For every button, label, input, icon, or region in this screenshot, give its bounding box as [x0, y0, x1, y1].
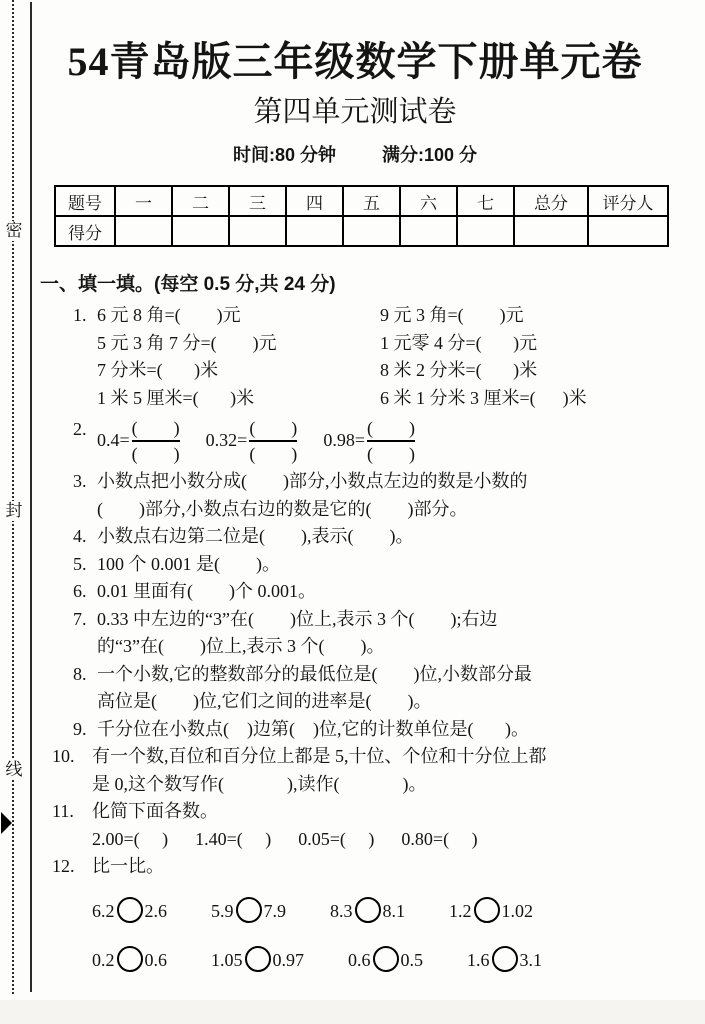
- compare-left-value: 1.6: [467, 949, 490, 970]
- question-line: 高位是( )位,它们之间的进率是( )。: [97, 691, 432, 711]
- paper-title: 54青岛版三年级数学下册单元卷: [67, 39, 643, 84]
- score-blank-cell: [172, 216, 229, 246]
- score-row-label: 得分: [55, 216, 115, 246]
- question-line: [97, 302, 670, 330]
- compare-item: [211, 892, 286, 930]
- fraction-item: [97, 416, 180, 466]
- question-5: [40, 551, 670, 579]
- compare-circle: [117, 897, 143, 923]
- seal-solid-line: [30, 2, 32, 992]
- simplify-item: 0.80=( ): [401, 828, 478, 849]
- compare-left-value: 5.9: [211, 900, 234, 921]
- compare-circle: [474, 897, 500, 923]
- compare-right-value: 0.6: [144, 949, 167, 970]
- compare-left-value: 1.05: [211, 949, 243, 970]
- simplify-item: 2.00=( ): [92, 828, 169, 849]
- question-number: 1.: [73, 305, 87, 325]
- fill-blank-item: 8 米 2 分米=( )米: [380, 360, 538, 380]
- compare-item: [467, 941, 542, 979]
- score-table: [54, 185, 669, 247]
- question-number: 10.: [52, 746, 75, 766]
- question-line: [97, 385, 670, 413]
- question-2: [40, 416, 670, 466]
- score-header-cell: 题号: [55, 186, 115, 216]
- compare-item: [92, 941, 167, 979]
- compare-right-value: 7.9: [263, 900, 286, 921]
- score-header-cell: 总分: [514, 186, 588, 216]
- compare-row: [92, 892, 670, 930]
- score-header-cell: 五: [343, 186, 400, 216]
- score-blank-cell: [514, 216, 588, 246]
- score-header-cell: 四: [286, 186, 343, 216]
- question-6: [40, 578, 670, 606]
- fill-blank-item: 7 分米=( )米: [97, 360, 219, 380]
- fraction-denominator: ( ): [367, 440, 415, 466]
- score-header-cell: 六: [400, 186, 457, 216]
- fill-blank-item: 1 元零 4 分=( )元: [380, 332, 538, 353]
- compare-item: [92, 892, 167, 930]
- question-line: 100 个 0.001 是( )。: [97, 553, 280, 574]
- compare-item: [449, 892, 533, 930]
- question-4: [40, 523, 670, 551]
- compare-circle: [373, 946, 399, 972]
- score-blank-cell: [115, 216, 172, 246]
- question-9: [40, 716, 670, 744]
- score-header-cell: 评分人: [588, 186, 668, 216]
- question-line: 0.01 里面有( )个 0.001。: [97, 581, 316, 601]
- question-7: [40, 606, 670, 661]
- score-header-cell: 二: [172, 186, 229, 216]
- compare-left-value: 8.3: [330, 900, 353, 921]
- compare-right-value: 0.5: [400, 949, 423, 970]
- fill-blank-item: 1 米 5 厘米=( )米: [97, 387, 255, 408]
- question-number: 8.: [73, 663, 87, 684]
- question-number: 9.: [73, 718, 87, 739]
- fraction-item: [206, 416, 298, 466]
- simplify-item: 1.40=( ): [195, 828, 272, 849]
- score-blank-cell: [286, 216, 343, 246]
- unit-subtitle: 第四单元测试卷: [253, 96, 457, 128]
- question-8: [40, 661, 670, 716]
- seal-dotted-line: [12, 0, 14, 994]
- compare-item: [330, 892, 405, 930]
- question-11: [40, 798, 670, 853]
- compare-item: [211, 941, 304, 979]
- compare-left-value: 6.2: [92, 900, 115, 921]
- fraction-denominator: ( ): [249, 440, 297, 466]
- exam-info-line: [40, 142, 670, 168]
- simplify-item: 0.05=( ): [298, 828, 375, 849]
- score-blank-cell: [343, 216, 400, 246]
- compare-circle: [492, 946, 518, 972]
- compare-right-value: 0.97: [272, 949, 304, 970]
- compare-left-value: 1.2: [449, 900, 472, 921]
- fraction-lead: 0.98=: [323, 430, 365, 451]
- score-header-cell: 三: [229, 186, 286, 216]
- fraction-item: [323, 416, 415, 466]
- question-line: 小数点右边第二位是( ),表示( )。: [97, 526, 414, 546]
- fraction-numerator: ( ): [131, 418, 180, 438]
- question-line: [92, 826, 670, 854]
- question-line: 化简下面各数。: [92, 801, 218, 821]
- score-blank-cell: [588, 216, 668, 246]
- question-10: [40, 743, 670, 798]
- question-3: [40, 468, 670, 523]
- question-number: 2.: [73, 419, 87, 439]
- question-line: 小数点把小数分成( )部分,小数点左边的数是小数的: [97, 471, 528, 491]
- page-bottom-edge: [0, 1000, 705, 1024]
- fill-blank-item: 6 元 8 角=( )元: [97, 305, 241, 325]
- question-number: 4.: [73, 526, 87, 546]
- compare-left-value: 0.6: [348, 949, 371, 970]
- fill-blank-item: 9 元 3 角=( )元: [380, 305, 524, 325]
- question-line: ( )部分,小数点右边的数是它的( )部分。: [97, 498, 468, 519]
- compare-right-value: 2.6: [144, 900, 167, 921]
- question-12: [40, 853, 670, 979]
- compare-item: [348, 941, 423, 979]
- compare-row: [92, 941, 670, 979]
- seal-char-xian: 线: [3, 760, 25, 780]
- question-line: [97, 416, 670, 466]
- time-limit-label: 时间:80 分钟: [232, 145, 336, 165]
- fill-blank-item: 5 元 3 角 7 分=( )元: [97, 332, 277, 353]
- score-blank-cell: [400, 216, 457, 246]
- fraction-denominator: ( ): [132, 440, 180, 466]
- compare-circle: [117, 946, 143, 972]
- score-table-header-row: [55, 186, 668, 216]
- fraction-blank: [132, 416, 180, 466]
- question-line: 千分位在小数点( )边第( )位,它的计数单位是( )。: [97, 718, 529, 739]
- question-number: 11.: [52, 801, 74, 821]
- fill-blank-item: 6 米 1 分米 3 厘米=( )米: [380, 387, 587, 408]
- score-blank-cell: [457, 216, 514, 246]
- question-line: [97, 357, 670, 385]
- question-number: 12.: [52, 856, 75, 876]
- question-line: 一个小数,它的整数部分的最低位是( )位,小数部分最: [97, 663, 532, 684]
- question-list: [40, 302, 670, 979]
- fraction-blank: [249, 416, 297, 466]
- question-line: 的“3”在( )位上,表示 3 个( )。: [97, 636, 385, 656]
- compare-right-value: 3.1: [519, 949, 542, 970]
- seal-char-mi: 密: [3, 221, 25, 241]
- question-number: 6.: [73, 581, 87, 601]
- fraction-lead: 0.32=: [205, 430, 248, 451]
- score-blank-cell: [229, 216, 286, 246]
- score-header-cell: 一: [115, 186, 172, 216]
- score-header-cell: 七: [457, 186, 514, 216]
- fraction-blank: [367, 416, 415, 466]
- question-line: [97, 330, 670, 358]
- compare-right-value: 8.1: [382, 900, 405, 921]
- compare-circle: [236, 897, 262, 923]
- question-line: 有一个数,百位和百分位上都是 5,十位、个位和十分位上都: [92, 746, 547, 766]
- question-number: 7.: [73, 608, 87, 629]
- fraction-numerator: ( ): [366, 418, 415, 438]
- compare-circle: [355, 897, 381, 923]
- question-line: 0.33 中左边的“3”在( )位上,表示 3 个( );右边: [97, 608, 498, 629]
- seal-char-feng: 封: [3, 501, 25, 521]
- compare-circle: [245, 946, 271, 972]
- fraction-numerator: ( ): [249, 418, 298, 438]
- margin-arrow-icon: [1, 812, 12, 834]
- score-table-score-row: [55, 216, 668, 246]
- fraction-lead: 0.4=: [97, 430, 130, 451]
- question-number: 5.: [73, 553, 87, 574]
- question-1: [40, 302, 670, 412]
- full-score-label: 满分:100 分: [382, 145, 478, 165]
- compare-left-value: 0.2: [92, 949, 115, 970]
- paper-content: [40, 26, 670, 979]
- question-line: 比一比。: [92, 856, 164, 876]
- question-number: 3.: [73, 471, 87, 491]
- section-one-heading: 一、填一填。(每空 0.5 分,共 24 分): [40, 274, 336, 295]
- compare-right-value: 1.02: [501, 900, 533, 921]
- question-line: 是 0,这个数写作( ),读作( )。: [92, 773, 427, 794]
